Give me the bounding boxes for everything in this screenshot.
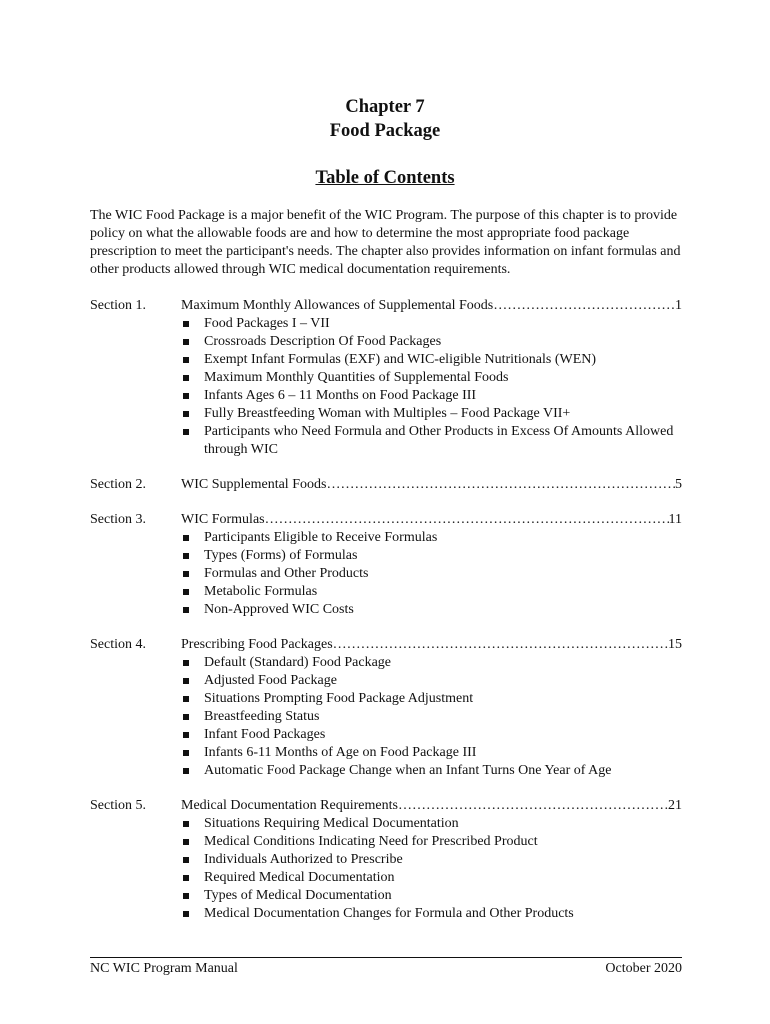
dot-leader	[493, 297, 675, 315]
square-bullet-icon	[183, 660, 189, 666]
section-label: Section 3.	[90, 512, 146, 527]
subtopic-item	[181, 423, 682, 459]
toc-entry	[181, 476, 682, 494]
square-bullet-icon	[183, 375, 189, 381]
chapter-number: Chapter 7	[345, 97, 425, 117]
square-bullet-icon	[183, 821, 189, 827]
toc-entry	[181, 297, 682, 315]
intro-text: The WIC Food Package is a major benefit of the WIC Program. The purpose of this chapter is to provide policy on what the allowable foods are and how to determine the most appropriate food package prescription to meet the participant's needs. The chapter also provides information on infant formulas and other products allowed through WIC medical documentation requirements.	[90, 208, 681, 277]
section-body	[181, 297, 682, 459]
subtopic-item	[181, 708, 682, 726]
section-page-number: 5	[675, 477, 682, 492]
section-body	[181, 476, 682, 494]
square-bullet-icon	[183, 875, 189, 881]
subtopic-item	[181, 851, 682, 869]
subtopic-item	[181, 762, 682, 780]
square-bullet-icon	[183, 589, 189, 595]
square-bullet-icon	[183, 553, 189, 559]
footer-manual-name: NC WIC Program Manual	[90, 961, 238, 976]
section-title: Maximum Monthly Allowances of Supplemental Foods	[181, 298, 494, 313]
subtopic-item	[181, 387, 682, 405]
square-bullet-icon	[183, 339, 189, 345]
square-bullet-icon	[183, 321, 189, 327]
subtopic-item	[181, 351, 682, 369]
square-bullet-icon	[183, 768, 189, 774]
square-bullet-icon	[183, 857, 189, 863]
toc-entry	[181, 511, 682, 529]
subtopic-item	[181, 690, 682, 708]
subtopic-text: Maximum Monthly Quantities of Supplemental Foods	[204, 370, 509, 385]
page-footer	[90, 960, 682, 978]
toc-sections	[90, 297, 682, 940]
subtopic-text: Medical Documentation Changes for Formula and Other Products	[204, 906, 574, 921]
square-bullet-icon	[183, 411, 189, 417]
subtopic-text: Fully Breastfeeding Woman with Multiples – Food Package VII+	[204, 406, 571, 421]
subtopic-item	[181, 672, 682, 690]
subtopic-text: Exempt Infant Formulas (EXF) and WIC-eligible Nutritionals (WEN)	[204, 352, 597, 367]
square-bullet-icon	[183, 714, 189, 720]
subtopic-item	[181, 815, 682, 833]
intro-paragraph	[90, 207, 682, 279]
footer-rule	[90, 957, 682, 958]
subtopic-item	[181, 369, 682, 387]
subtopic-text: Formulas and Other Products	[204, 566, 369, 581]
section-label: Section 4.	[90, 637, 146, 652]
subtopic-text: Default (Standard) Food Package	[204, 655, 391, 670]
footer-date: October 2020	[605, 961, 682, 976]
section-label: Section 1.	[90, 298, 146, 313]
toc-section	[90, 511, 682, 619]
section-body	[181, 797, 682, 923]
section-title: WIC Supplemental Foods	[181, 477, 327, 492]
subtopic-text: Types (Forms) of Formulas	[204, 548, 358, 563]
subtopic-item	[181, 565, 682, 583]
subtopic-item	[181, 833, 682, 851]
subtopic-text: Infants 6-11 Months of Age on Food Package III	[204, 745, 477, 760]
section-title: WIC Formulas	[181, 512, 265, 527]
subtopic-item	[181, 869, 682, 887]
subtopic-text: Infants Ages 6 – 11 Months on Food Package III	[204, 388, 477, 403]
subtopic-text: Infant Food Packages	[204, 727, 326, 742]
square-bullet-icon	[183, 678, 189, 684]
subtopic-item	[181, 601, 682, 619]
subtopic-text: Individuals Authorized to Prescribe	[204, 852, 403, 867]
square-bullet-icon	[183, 571, 189, 577]
square-bullet-icon	[183, 357, 189, 363]
section-label: Section 2.	[90, 477, 146, 492]
toc-heading: Table of Contents	[315, 168, 455, 188]
subtopic-text: Non-Approved WIC Costs	[204, 602, 354, 617]
subtopic-text: Automatic Food Package Change when an Infant Turns One Year of Age	[204, 763, 612, 778]
subtopic-list	[181, 654, 682, 780]
subtopic-text: Food Packages I – VII	[204, 316, 330, 331]
subtopic-item	[181, 744, 682, 762]
square-bullet-icon	[183, 750, 189, 756]
dot-leader	[326, 476, 675, 494]
subtopic-list	[181, 529, 682, 619]
square-bullet-icon	[183, 429, 189, 435]
toc-section	[90, 476, 682, 494]
section-page-number: 11	[668, 512, 682, 527]
subtopic-text: Metabolic Formulas	[204, 584, 318, 599]
toc-entry	[181, 797, 682, 815]
section-page-number: 21	[668, 798, 682, 813]
subtopic-item	[181, 529, 682, 547]
square-bullet-icon	[183, 535, 189, 541]
subtopic-item	[181, 315, 682, 333]
section-page-number: 15	[668, 637, 682, 652]
subtopic-text: Adjusted Food Package	[204, 673, 337, 688]
subtopic-item	[181, 905, 682, 923]
subtopic-item	[181, 583, 682, 601]
subtopic-text: Medical Conditions Indicating Need for Prescribed Product	[204, 834, 538, 849]
subtopic-item	[181, 405, 682, 423]
subtopic-text: Situations Requiring Medical Documentation	[204, 816, 459, 831]
square-bullet-icon	[183, 696, 189, 702]
subtopic-text: Breastfeeding Status	[204, 709, 320, 724]
section-title: Medical Documentation Requirements	[181, 798, 398, 813]
section-body	[181, 636, 682, 780]
toc-section	[90, 797, 682, 923]
square-bullet-icon	[183, 393, 189, 399]
square-bullet-icon	[183, 893, 189, 899]
section-label: Section 5.	[90, 798, 146, 813]
square-bullet-icon	[183, 732, 189, 738]
subtopic-item	[181, 333, 682, 351]
square-bullet-icon	[183, 911, 189, 917]
subtopic-text: Types of Medical Documentation	[204, 888, 392, 903]
toc-entry	[181, 636, 682, 654]
subtopic-item	[181, 547, 682, 565]
square-bullet-icon	[183, 839, 189, 845]
dot-leader	[398, 797, 668, 815]
subtopic-item	[181, 887, 682, 905]
dot-leader	[333, 636, 668, 654]
chapter-title: Food Package	[329, 121, 441, 141]
toc-section	[90, 297, 682, 459]
subtopic-list	[181, 315, 682, 459]
section-title: Prescribing Food Packages	[181, 637, 333, 652]
subtopic-text: Participants Eligible to Receive Formulas	[204, 530, 438, 545]
toc-section	[90, 636, 682, 780]
subtopic-item	[181, 726, 682, 744]
subtopic-list	[181, 815, 682, 923]
subtopic-text: Situations Prompting Food Package Adjustment	[204, 691, 474, 706]
subtopic-text: Crossroads Description Of Food Packages	[204, 334, 442, 349]
subtopic-text: Required Medical Documentation	[204, 870, 395, 885]
subtopic-text: Participants who Need Formula and Other Products in Excess Of Amounts Allowed through WIC	[204, 424, 674, 457]
subtopic-item	[181, 654, 682, 672]
section-page-number: 1	[675, 298, 682, 313]
chapter-heading	[0, 95, 770, 143]
square-bullet-icon	[183, 607, 189, 613]
section-body	[181, 511, 682, 619]
dot-leader	[265, 511, 669, 529]
